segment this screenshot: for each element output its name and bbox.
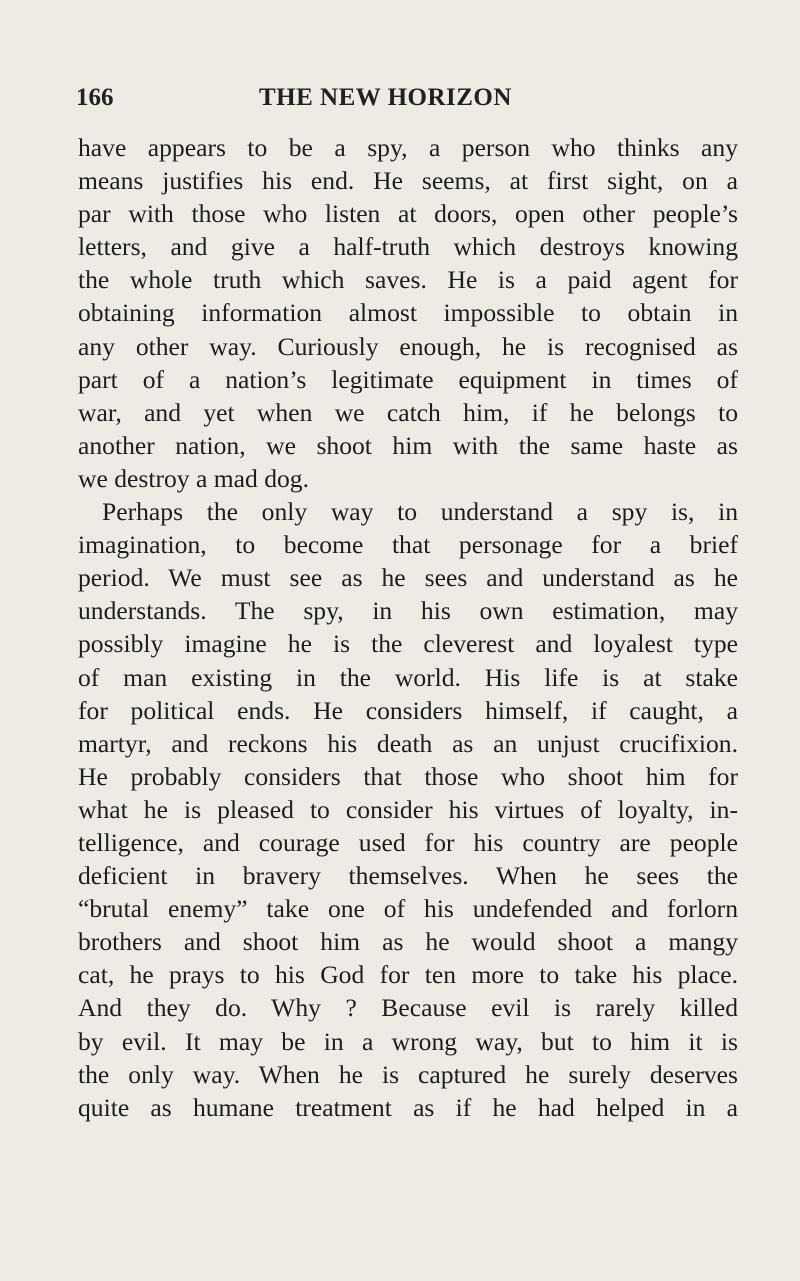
text-line: martyr, and reckons his death as an unjust crucifixion. <box>78 728 738 758</box>
paragraph-1 <box>78 131 738 495</box>
text-line: by evil. It may be in a wrong way, but to him it is <box>78 1026 738 1056</box>
text-line: the whole truth which saves. He is a paid agent for <box>78 265 738 295</box>
text-line: any other way. Curiously enough, he is recognised as <box>78 331 738 361</box>
text-line: possibly imagine he is the cleverest and loyalest type <box>78 629 738 659</box>
text-line: another nation, we shoot him with the same haste as <box>78 430 738 460</box>
body-text <box>78 131 738 1124</box>
text-line: And they do. Why ? Because evil is rarely killed <box>78 993 738 1023</box>
text-line: for political ends. He considers himself, if caught, a <box>78 695 738 725</box>
text-line: telligence, and courage used for his country are people <box>78 827 738 857</box>
text-line: of man existing in the world. His life is at stake <box>78 662 738 692</box>
text-line: Perhaps the only way to understand a spy is, in <box>102 497 738 527</box>
text-line: “brutal enemy” take one of his undefended and forlorn <box>78 894 738 924</box>
page-number: 166 <box>76 84 114 111</box>
text-line: imagination, to become that personage for a brief <box>78 530 738 560</box>
text-line: have appears to be a spy, a person who thinks any <box>78 133 738 162</box>
running-head <box>76 84 726 120</box>
text-line: deficient in bravery themselves. When he sees the <box>78 861 738 891</box>
text-line: what he is pleased to consider his virtues of loyalty, in- <box>78 794 738 824</box>
text-line: we destroy a mad dog. <box>78 463 309 493</box>
text-line: war, and yet when we catch him, if he belongs to <box>78 397 738 427</box>
text-line: understands. The spy, in his own estimation, may <box>78 596 738 626</box>
text-line: part of a nation’s legitimate equipment in times of <box>78 364 738 394</box>
running-title: THE NEW HORIZON <box>259 84 512 111</box>
text-line: cat, he prays to his God for ten more to take his place. <box>78 960 738 990</box>
text-line: letters, and give a half-truth which destroys knowing <box>78 232 738 262</box>
text-line: period. We must see as he sees and understand as he <box>78 563 738 593</box>
text-line: quite as humane treatment as if he had helped in a <box>78 1092 738 1122</box>
text-line: He probably considers that those who shoot him for <box>78 761 738 791</box>
paragraph-2 <box>78 495 738 1124</box>
text-line: brothers and shoot him as he would shoot a mangy <box>78 927 738 957</box>
text-line: means justifies his end. He seems, at first sight, on a <box>78 166 738 196</box>
text-line: the only way. When he is captured he surely deserves <box>78 1059 738 1089</box>
text-line: obtaining information almost impossible to obtain in <box>78 298 738 328</box>
text-line: par with those who listen at doors, open other people’s <box>78 199 738 229</box>
